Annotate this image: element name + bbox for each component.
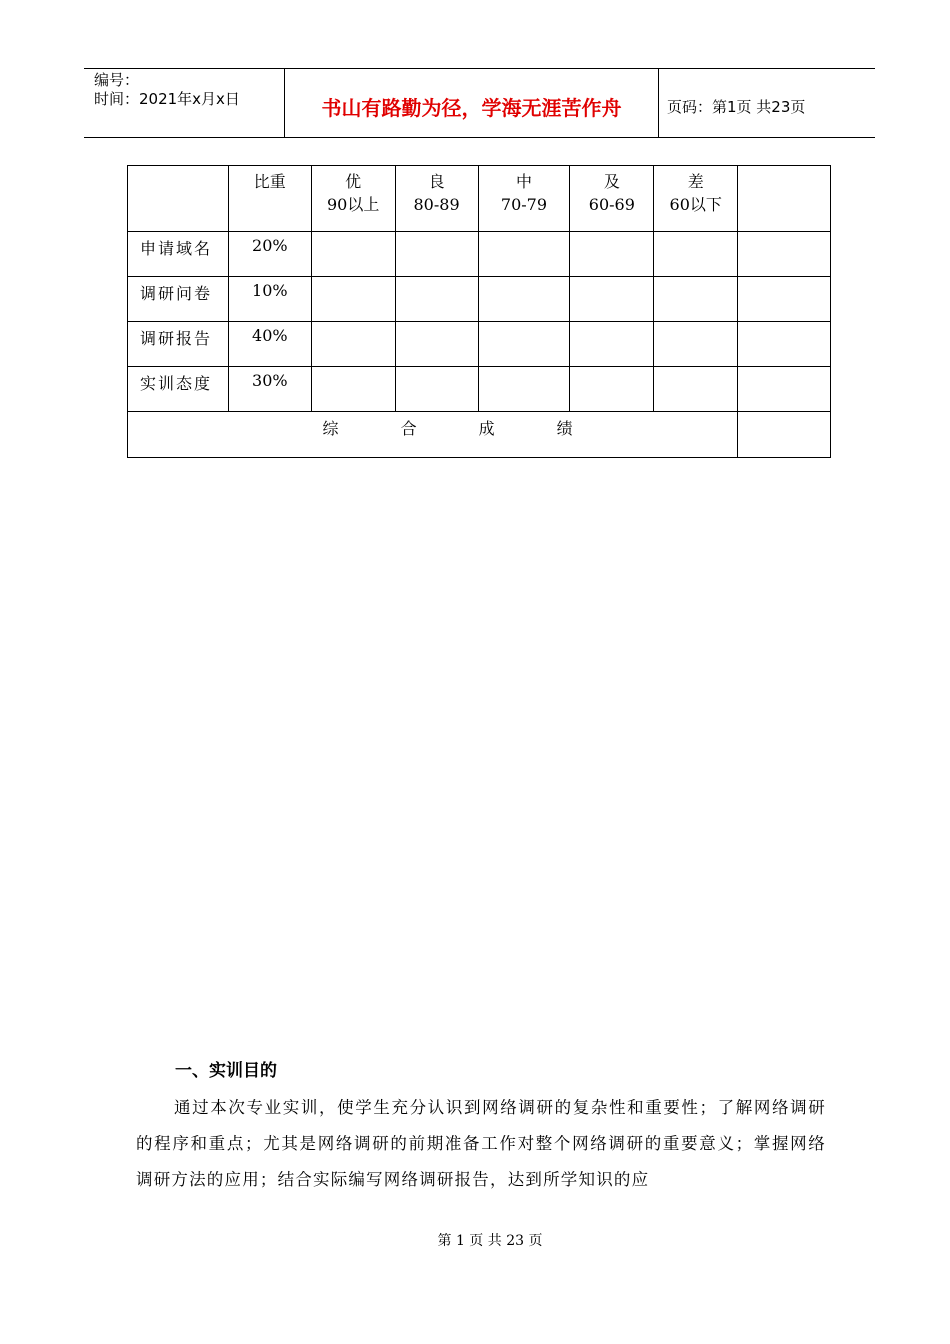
table-cell [654, 277, 738, 322]
table-cell [395, 277, 478, 322]
table-cell [738, 166, 831, 232]
row-label: 调研问卷 [128, 277, 229, 322]
grade-header: 优 90以上 [311, 166, 395, 232]
table-cell [311, 232, 395, 277]
row-weight: 30% [228, 367, 311, 412]
table-cell [570, 367, 654, 412]
table-cell [570, 322, 654, 367]
header-number: 编号： [94, 71, 140, 89]
row-label: 调研报告 [128, 322, 229, 367]
table-cell [654, 367, 738, 412]
table-cell [311, 322, 395, 367]
table-cell [478, 277, 570, 322]
header-date: 时间：2021年x月x日 [94, 90, 240, 108]
row-label: 申请域名 [128, 232, 229, 277]
table-cell [570, 277, 654, 322]
table-header-row [128, 166, 831, 232]
table-cell [738, 322, 831, 367]
table-cell [738, 232, 831, 277]
table-cell [311, 367, 395, 412]
header-motto: 书山有路勤为径，学海无涯苦作舟 [285, 69, 659, 137]
page-header [84, 68, 875, 138]
grade-header: 及 60-69 [570, 166, 654, 232]
table-row [128, 232, 831, 277]
row-weight: 20% [228, 232, 311, 277]
table-cell [654, 232, 738, 277]
table-row [128, 322, 831, 367]
grade-header: 良 80-89 [395, 166, 478, 232]
total-label: 综 合 成 绩 [128, 412, 738, 458]
table-cell [478, 367, 570, 412]
table-cell [738, 412, 831, 458]
table-cell [478, 322, 570, 367]
section-paragraph: 通过本次专业实训，使学生充分认识到网络调研的复杂性和重要性；了解网络调研的程序和重点；尤其是网络调研的前期准备工作对整个网络调研的重要意义；掌握网络调研方法的应用；结合实际编写网络调研报告，达到所学知识的应 [136, 1098, 826, 1189]
row-label: 实训态度 [128, 367, 229, 412]
table-row [128, 367, 831, 412]
row-weight: 40% [228, 322, 311, 367]
table-cell [570, 232, 654, 277]
table-cell [395, 322, 478, 367]
table-cell [738, 367, 831, 412]
grade-header: 中 70-79 [478, 166, 570, 232]
total-row [128, 412, 831, 458]
table-cell [395, 367, 478, 412]
grade-header: 差 60以下 [654, 166, 738, 232]
table-cell [478, 232, 570, 277]
grading-table [127, 165, 831, 458]
section-title: 一、实训目的 [175, 1061, 277, 1081]
table-cell [395, 232, 478, 277]
table-row [128, 277, 831, 322]
header-page-info: 页码：第1页 共23页 [667, 97, 806, 116]
page-footer: 第 1 页 共 23 页 [437, 1233, 543, 1249]
table-cell [311, 277, 395, 322]
row-weight: 10% [228, 277, 311, 322]
table-cell [128, 166, 229, 232]
header-meta [84, 69, 285, 137]
weight-header: 比重 [228, 166, 311, 232]
table-cell [654, 322, 738, 367]
table-cell [738, 277, 831, 322]
